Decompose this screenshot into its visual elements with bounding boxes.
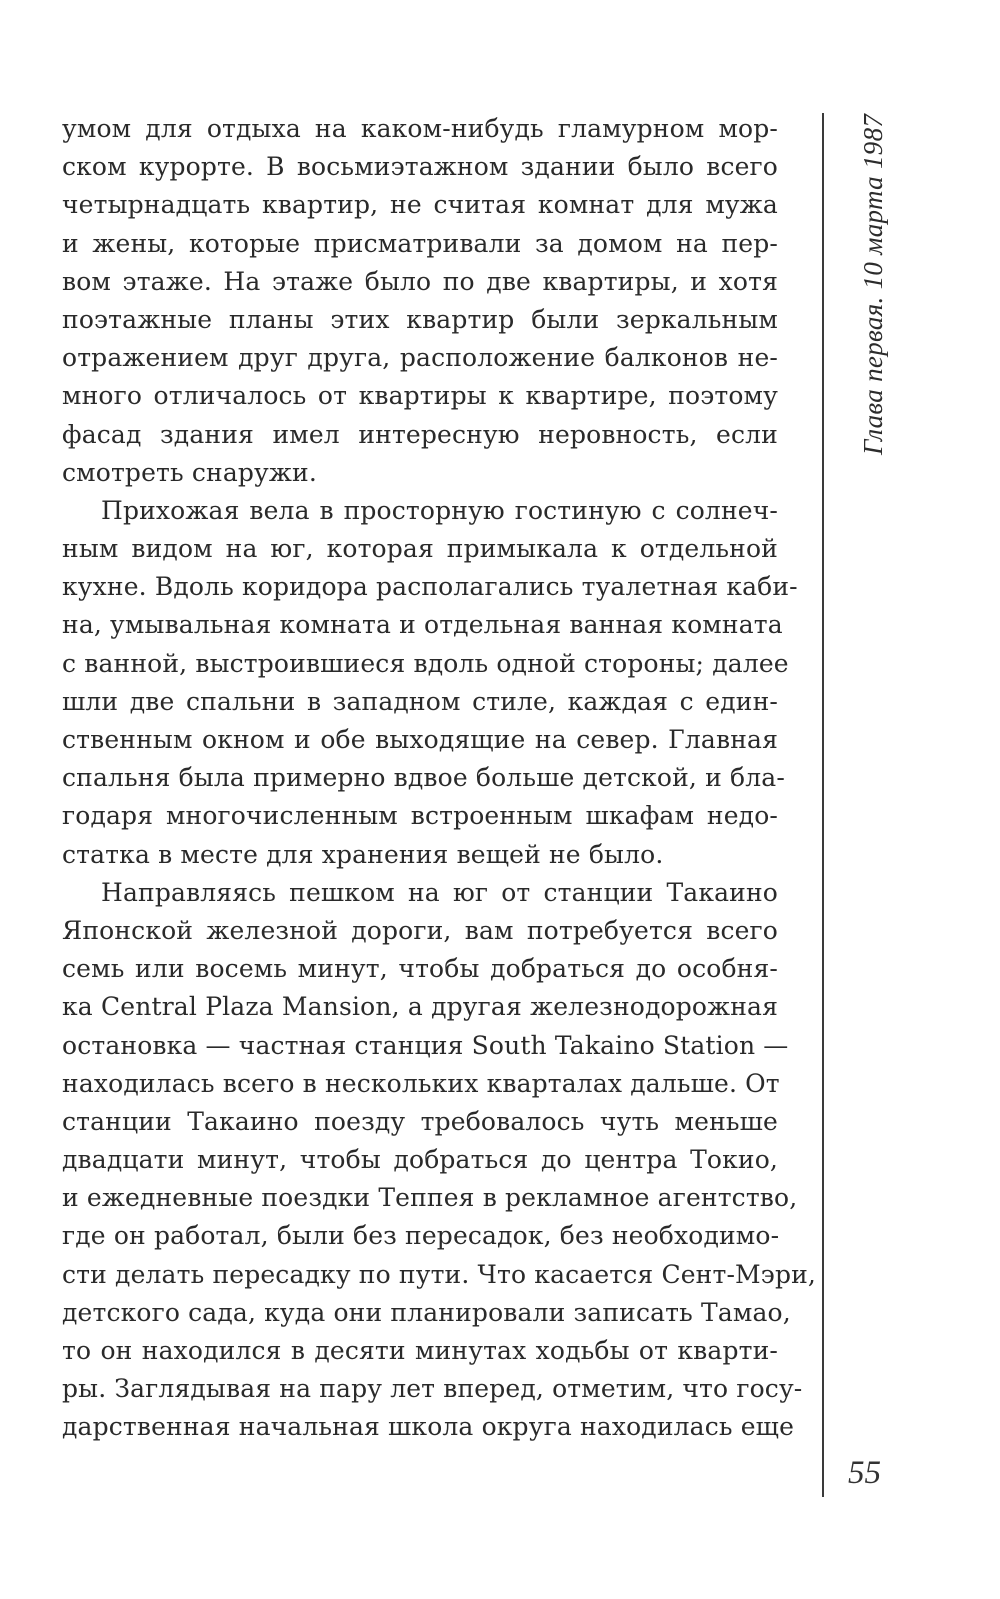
- text-line: ственным окном и обе выходящие на север. Главная: [62, 725, 778, 754]
- text-line: статка в месте для хранения вещей не было.: [62, 839, 664, 869]
- text-line: находилась всего в нескольких кварталах дальше. От: [62, 1068, 780, 1098]
- text-line: отражением друг друга, расположение балконов не-: [62, 343, 778, 373]
- text-line: шли две спальни в западном стиле, каждая с един-: [62, 686, 778, 716]
- text-line: с ванной, выстроившиеся вдоль одной стороны; далее: [62, 648, 789, 678]
- text-line: фасад здания имел интересную неровность, если: [62, 419, 778, 449]
- text-line: вом этаже. На этаже было по две квартиры, и хотя: [62, 266, 778, 296]
- text-line: ском курорте. В восьмиэтажном здании было всего: [62, 152, 778, 182]
- text-line: и жены, которые присматривали за домом на пер-: [62, 228, 778, 258]
- text-line: кухне. Вдоль коридора располагались туалетная каби-: [62, 572, 798, 602]
- text-line: смотреть снаружи.: [62, 457, 317, 487]
- text-line: семь или восемь минут, чтобы добраться до особня-: [62, 954, 778, 984]
- margin-rule: [822, 113, 824, 1497]
- page-number: 55: [848, 1455, 881, 1491]
- text-line: ры. Заглядывая на пару лет вперед, отметим, что госу-: [62, 1374, 803, 1404]
- body-text: [62, 110, 817, 1447]
- text-line: станции Такаино поезду требовалось чуть меньше: [62, 1106, 778, 1136]
- paragraph-start-line: Направляясь пешком на юг от станции Такаино: [101, 877, 778, 907]
- text-line: детского сада, куда они планировали записать Тамао,: [62, 1297, 791, 1327]
- text-line: остановка — частная станция South Takaino Station —: [62, 1030, 789, 1060]
- text-line: годаря многочисленным встроенным шкафам недо-: [62, 801, 778, 831]
- text-line: Японской железной дороги, вам потребуется всего: [62, 915, 778, 945]
- text-line: спальня была примерно вдвое больше детской, и бла-: [62, 763, 785, 793]
- text-line: четырнадцать квартир, не считая комнат для мужа: [62, 190, 778, 220]
- running-head: Глава первая. 10 марта 1987: [858, 113, 888, 455]
- text-line: много отличалось от квартиры к квартире, поэтому: [62, 381, 778, 411]
- text-line: поэтажные планы этих квартир были зеркальным: [62, 304, 778, 334]
- paragraph-start-line: Прихожая вела в просторную гостиную с солнеч-: [101, 495, 778, 525]
- text-line: умом для отдыха на каком-нибудь гламурном мор-: [62, 114, 778, 143]
- text-line: ка Central Plaza Mansion, а другая железнодорожная: [62, 992, 778, 1022]
- text-line: сти делать пересадку по пути. Что касается Сент-Мэри,: [62, 1259, 817, 1289]
- text-line: ным видом на юг, которая примыкала к отдельной: [62, 534, 778, 564]
- text-line: дарственная начальная школа округа находилась еще: [62, 1412, 795, 1442]
- text-line: где он работал, были без пересадок, без необходимо-: [62, 1221, 780, 1251]
- text-line: двадцати минут, чтобы добраться до центра Токио,: [62, 1145, 778, 1175]
- text-line: то он находился в десяти минутах ходьбы от кварти-: [62, 1336, 778, 1365]
- text-line: и ежедневные поездки Теппея в рекламное агентство,: [62, 1183, 798, 1213]
- text-line: на, умывальная комната и отдельная ванная комната: [62, 610, 783, 640]
